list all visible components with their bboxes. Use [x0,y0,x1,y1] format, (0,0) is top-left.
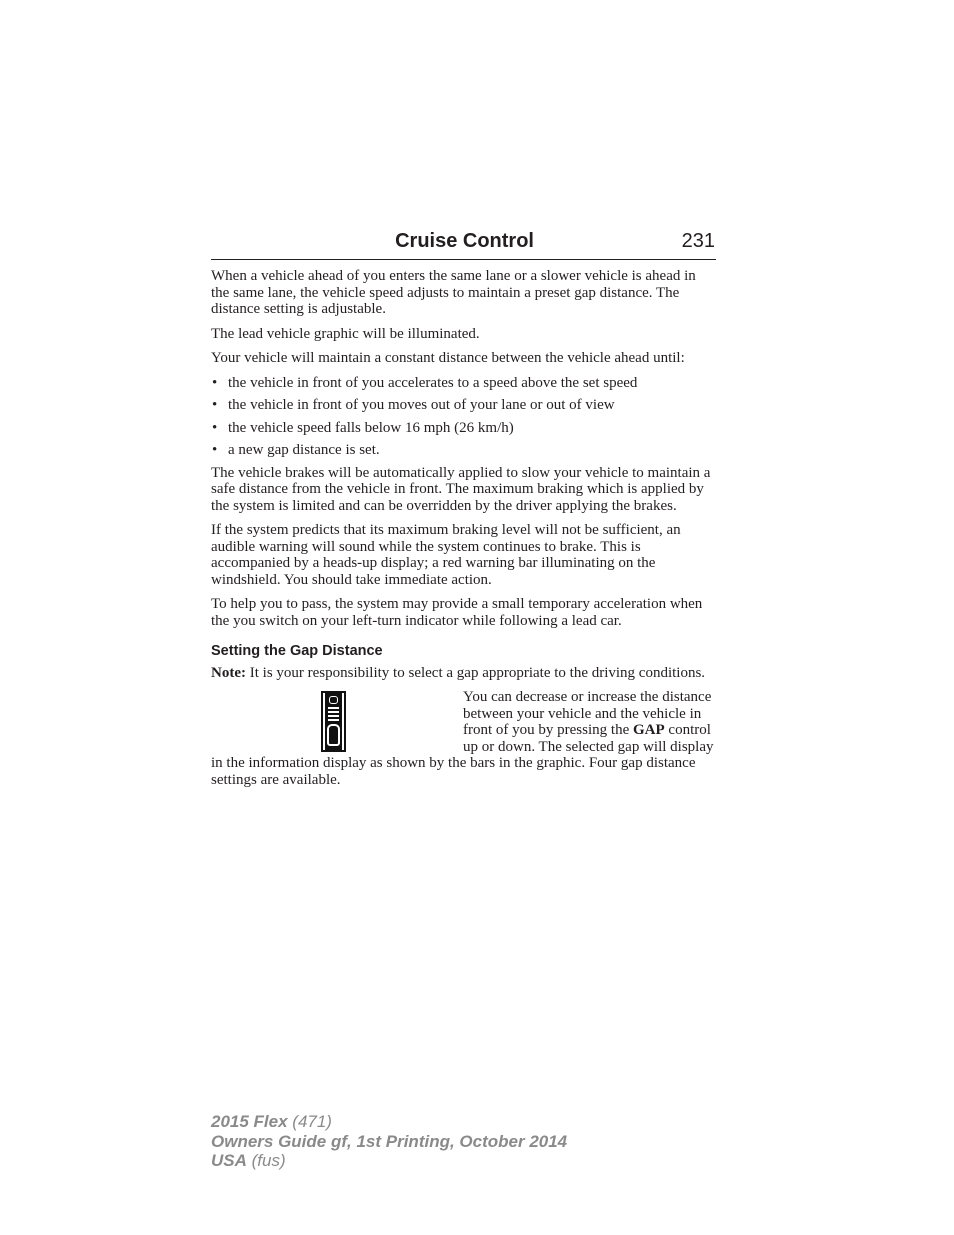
bullet-icon: • [212,419,218,436]
main-content [211,268,716,788]
gap-distance-icon [321,691,346,752]
page-number: 231 [681,230,715,252]
footer-line [211,1112,567,1132]
footer-line [211,1132,567,1152]
note-text: It is your responsibility to select a gap appropriate to the driving conditions. [245,664,706,681]
condition-list [211,375,716,459]
gap-control-label: GAP [632,722,665,738]
footer-market-code: (fus) [246,1151,286,1170]
note [211,665,716,682]
gap-description [211,689,716,788]
gap-text: control up or down. The selected gap will display in the information display as shown by the bars in the graphic. Four gap distance settings are available. [211,722,714,788]
footer-guide: Owners Guide gf, 1st Printing, October 2014 [211,1131,568,1151]
footer-market: USA [211,1151,247,1170]
note-label: Note: [211,664,246,681]
gap-bar [328,711,339,713]
gap-bar [328,719,339,721]
lead-vehicle-icon [329,696,338,704]
section-title: Cruise Control [395,230,534,252]
list-item-text: the vehicle speed falls below 16 mph (26 km/h) [228,419,514,436]
bullet-icon: • [212,397,218,413]
paragraph: Your vehicle will maintain a constant distance between the vehicle ahead until: [211,350,685,366]
footer-code: (471) [287,1112,332,1131]
bullet-icon: • [212,442,218,458]
paragraph: If the system predicts that its maximum braking level will not be sufficient, an audible warning will sound while the system continues to brake. This is accompanied by a heads-up display; a red warning bar illuminating on the windshield. You should take immediate action. [211,522,681,588]
own-vehicle-icon [327,724,340,746]
subheading: Setting the Gap Distance [211,643,383,659]
list-item-text: a new gap distance is set. [228,442,380,458]
footer-model: 2015 Flex [211,1112,288,1131]
list-item [211,397,716,414]
lane-line-left [323,693,325,750]
lane-line-right [342,693,344,750]
list-item-text: the vehicle in front of you accelerates to a speed above the set speed [228,374,638,391]
gap-bar [328,715,339,717]
list-item-text: the vehicle in front of you moves out of your lane or out of view [228,397,615,413]
list-item [211,420,716,437]
paragraph: When a vehicle ahead of you enters the same lane or a slower vehicle is ahead in the same lane, the vehicle speed adjusts to maintain a preset gap distance. The distance setting is adjustable. [211,268,696,317]
list-item [211,375,716,392]
gap-bar [328,707,339,709]
footer-line [211,1151,567,1171]
paragraph: To help you to pass, the system may provide a small temporary acceleration when the you switch on your left-turn indicator while following a lead car. [211,596,703,629]
gap-text: You can decrease or increase the distance between your vehicle and the vehicle in front of you by pressing the [463,689,712,738]
page-footer [211,1112,567,1171]
bullet-icon: • [212,374,218,391]
paragraph: The lead vehicle graphic will be illuminated. [211,325,480,342]
list-item [211,442,716,459]
paragraph: The vehicle brakes will be automatically applied to slow your vehicle to maintain a safe distance from the vehicle in front. The maximum braking which is applied by the system is limited and can be overridden by the driver applying the brakes. [211,464,711,514]
page-header [211,228,716,260]
